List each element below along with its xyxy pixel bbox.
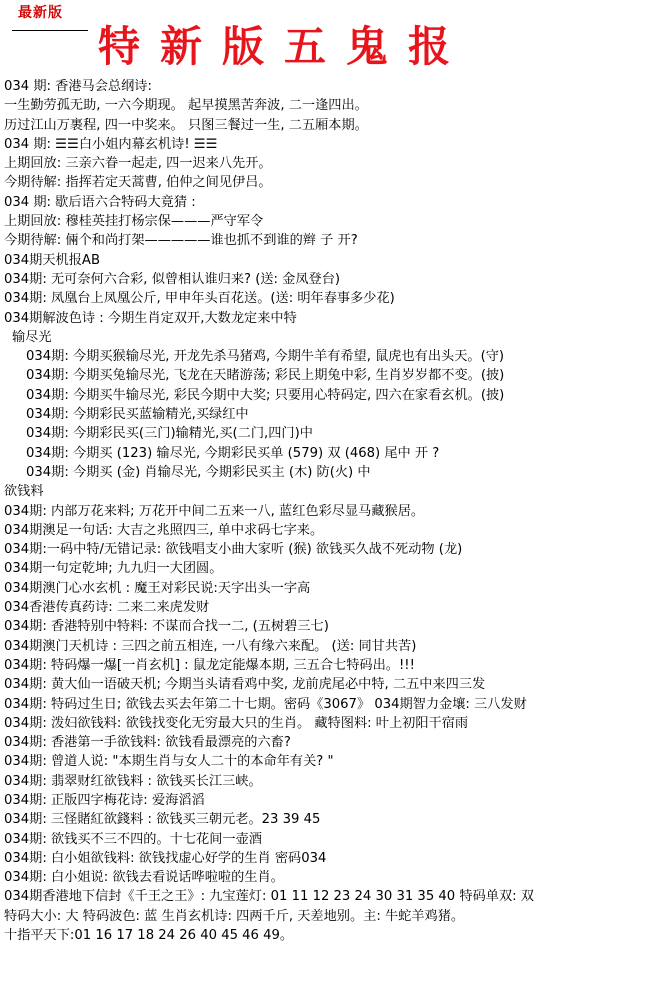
text-line: 034期澳门天机诗 : 三四之前五相连, 一八有缘六来配。 (送: 同甘共苦)	[4, 638, 417, 654]
text-line: 034期: 特码过生日; 欲钱去买去年第二十七期。密码《3067》 034期智力金壤: 三八发财	[4, 696, 527, 712]
text-line: 034期: 香港第一手欲钱料: 欲钱看最漂亮的六畜?	[4, 735, 291, 751]
text-line: 034期天机报AB	[4, 252, 100, 268]
text-line: 历过江山万裹程, 四一中奖来。 只图三餐过一生, 二五厢本期。	[4, 117, 368, 133]
text-line: 034期: 翡翠财红欲钱料 : 欲钱买长江三峡。	[4, 773, 262, 789]
text-line: 034期澳足一句话: 大吉之兆照四三, 单中求码七字来。	[4, 522, 324, 538]
text-line: 034期: 内部万花来料; 万花开中间二五来一八, 蓝红色彩尽显马藏猴居。	[4, 503, 425, 519]
text-line: 034期: 白小姐欲钱料: 欲钱找虚心好学的生肖 密码034	[4, 850, 327, 866]
text-line: 034期: 正版四字梅花诗: 爱海滔滔	[4, 792, 205, 808]
text-line: 034期解波色诗 : 今期生肖定双开,大数龙定来中特	[4, 310, 297, 326]
latest-edition-badge: 最新版	[18, 5, 63, 21]
text-line: 034期: 欲钱买不三不四的。十七花间一壶酒	[4, 831, 262, 847]
text-line: 034香港传真药诗: 二来二来虎发财	[4, 600, 210, 616]
text-line: 034期: 今期买 (123) 输尽光, 今期彩民买单 (579) 双 (468) 尾中 开 ?	[26, 445, 440, 461]
text-line: 034期: 三怪賭紅欲錢料 : 欲钱买三朝元老。23 39 45	[4, 812, 321, 828]
text-line: 034期: 今期买猴输尽光, 开龙先杀马猪鸡, 今期牛羊有希望, 鼠虎也有出头天。(守)	[26, 349, 505, 365]
text-line: 034期澳门心水玄机 : 魔王对彩民说:天字出头一字高	[4, 580, 311, 596]
text-line: 034期: 今期彩民买蓝输精光,买绿红中	[26, 407, 249, 423]
document-body	[4, 77, 666, 945]
text-line: 特码大小: 大 特码波色: 蓝 生肖玄机诗: 四两千斤, 天差地别。主: 牛蛇羊鸡猪。	[4, 908, 465, 924]
text-line: 一生勤劳孤无助, 一六今期现。 起早摸黑苦奔波, 二一逢四出。	[4, 98, 368, 114]
text-line: 034期: 今期买牛输尽光, 彩民今期中大奖; 只要用心特码定, 四六在家看玄机。(披)	[26, 387, 505, 403]
text-line: 034期: 白小姐说: 欲钱去看说话哗啦啦的生肖。	[4, 870, 284, 886]
text-line: 034 期: ☰☰白小姐内幕玄机诗! ☰☰	[4, 136, 218, 152]
text-line: 034期: 香港特别中特料: 不谋而合找一二, (五树碧三七)	[4, 619, 329, 635]
text-line: 034 期: 歇后语六合特码大竟猜 :	[4, 194, 196, 210]
text-line: 034期一句定乾坤; 九九归一大团圆。	[4, 561, 223, 577]
page-title: 特新版五鬼报	[98, 22, 471, 71]
text-line: 034期: 黄大仙一语破天机; 今期当头请看鸡中奖, 龙前虎尾必中特, 二五中来四三发	[4, 677, 486, 693]
header-divider	[12, 30, 88, 31]
text-line: 034期: 泼妇欲钱料: 欲钱找变化无穷最大只的生肖。 藏特图料: 叶上初阳干宿雨	[4, 715, 469, 731]
text-line: 034期: 无可奈何六合彩, 似曾相认谁归来? (送: 金凤登台)	[4, 271, 341, 287]
text-line: 上期回放: 三亲六眷一起走, 四一迟来八先开。	[4, 156, 272, 172]
text-line: 034 期: 香港马会总纲诗:	[4, 79, 152, 94]
text-line: 今期待解: 指挥若定天蒿曹, 伯仲之间见伊吕。	[4, 175, 272, 191]
text-line: 十指平天下:01 16 17 18 24 26 40 45 46 49。	[4, 928, 294, 944]
text-line: 上期回放: 穆桂英挂打杨宗保———严守军令	[4, 214, 264, 230]
text-line: 034期: 特码爆一爆[一肖玄机] : 鼠龙定能爆本期, 三五合七特码出。!!!	[4, 657, 415, 673]
text-line: 034期: 今期买兔输尽光, 飞龙在天睹游荡; 彩民上期兔中彩, 生肖岁岁都不变。(披)	[26, 368, 505, 384]
text-line: 034期香港地下信封《千王之王》: 九宝莲灯: 01 11 12 23 24 30 31 35 40 特码单双: 双	[4, 889, 534, 905]
text-line: 输尽光	[12, 329, 52, 345]
text-line: 欲钱料	[4, 484, 44, 500]
text-line: 034期: 今期买 (金) 肖输尽光, 今期彩民买主 (木) 防(火) 中	[26, 464, 371, 480]
text-line: 034期: 今期彩民买(三门)输精光,买(二门,四门)中	[26, 426, 313, 442]
text-line: 034期:一码中特/无错记录: 欲钱唱支小曲大家听 (猴) 欲钱买久战不死动物 (龙)	[4, 542, 463, 558]
text-line: 034期: 凤凰台上凤凰公斤, 甲申年头百花送。(送: 明年春事多少花)	[4, 291, 395, 307]
text-line: 今期待解: 倆个和尚打架—————谁也抓不到谁的辫 子 开?	[4, 233, 358, 249]
text-line: 034期: 曾道人说: "本期生肖与女人二十的本命年有关? "	[4, 754, 334, 770]
